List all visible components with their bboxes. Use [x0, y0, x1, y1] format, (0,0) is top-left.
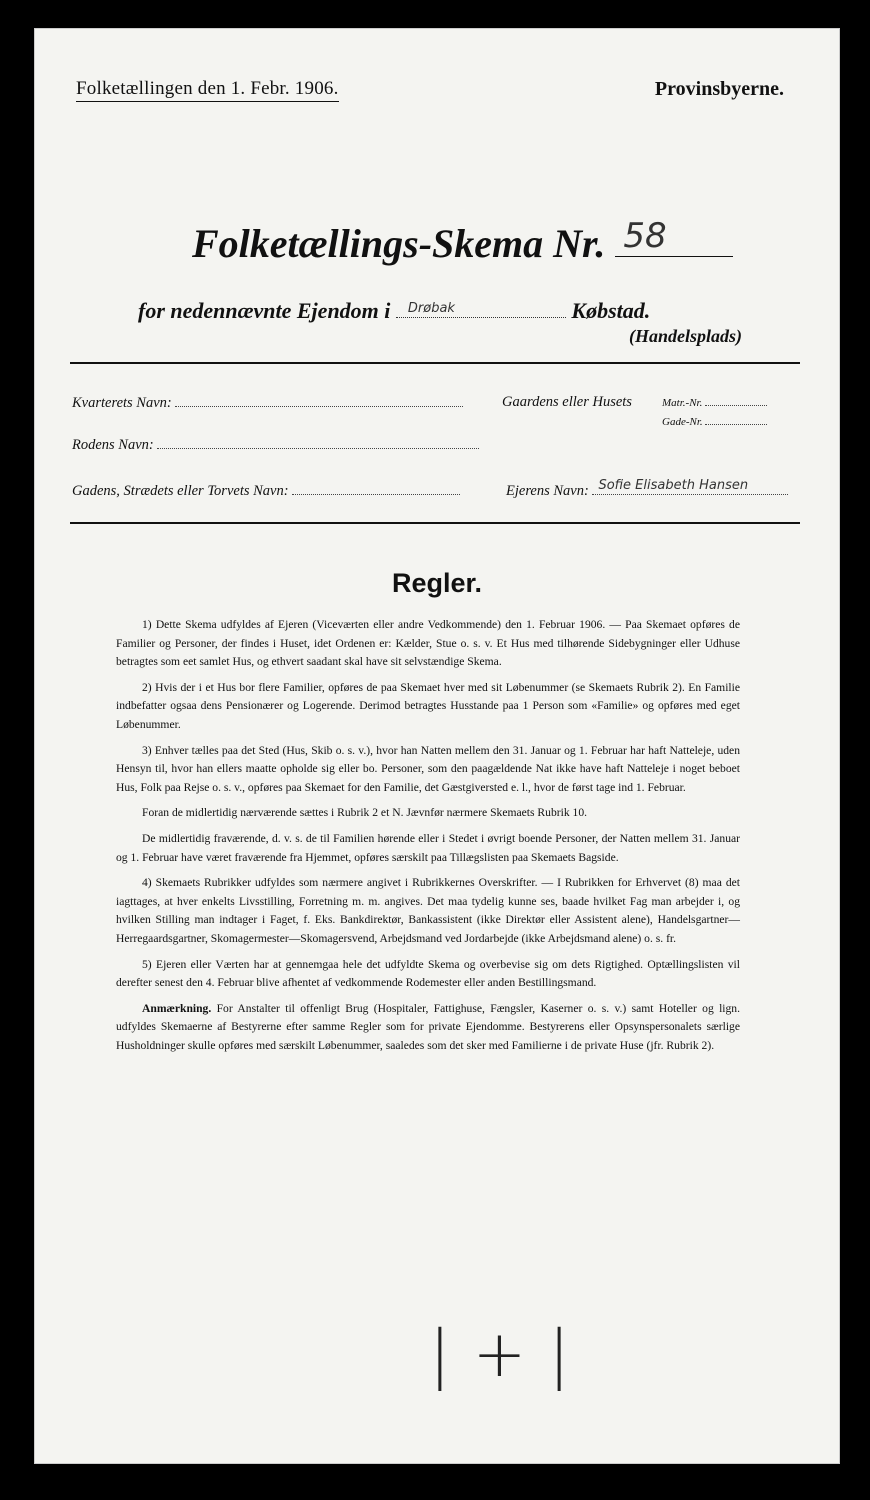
form-number-line	[615, 216, 733, 257]
gade-field	[72, 482, 460, 500]
rule-3: 3) Enhver tælles paa det Sted (Hus, Skib o. s. v.), hvor han Natten mellem den 31. Januar og 1. Februar har haft Natteleje, uden Hensyn til, hvor han ellers maatte opholde sig eller bo. Personer, som den paagældende Nat ikke have haft Natteleje i noget beboet Hus, Folk paa Rejse o. s. v., opføres paa Skemaet for den Familie, det Gæstgiversted e. l., hvor de først tage ind 1. Februar.	[116, 743, 740, 794]
rule-5: 5) Ejeren eller Værten har at gennemgaa hele det udfyldte Skema og overbevise sig om dets Rigtighed. Optællingslisten vil derefter senest den 4. Februar blive afhentet af vedkommende Rodemester eller anden Bestillingsmand.	[116, 957, 740, 990]
annotation-paragraph	[116, 1000, 740, 1056]
gade-nr-line	[705, 416, 767, 425]
rule-3-note-absent: De midlertidig fraværende, d. v. s. de til Familien hørende eller i Stedet i øvrigt boende Personer, der Natten mellem 31. Januar og 1. Februar have været fraværende fra Hjemmet, opføres særskilt paa Tillægslisten paa Skemaets Bagside.	[116, 831, 740, 864]
place-line	[396, 299, 566, 318]
divider-bottom	[70, 522, 800, 524]
divider-top	[70, 362, 800, 364]
ejer-label: Ejerens Navn:	[506, 483, 589, 499]
ejer-line	[592, 478, 788, 495]
matr-row	[662, 394, 767, 413]
handwritten-mark: |+|	[429, 1318, 592, 1392]
gaard-label: Gaardens eller Husets	[502, 394, 632, 410]
census-form-page	[34, 28, 840, 1464]
form-title	[192, 216, 733, 267]
matr-label: Matr.-Nr.	[662, 397, 703, 409]
annotation-label: Anmærkning.	[142, 1001, 212, 1015]
gade-label: Gadens, Strædets eller Torvets Navn:	[72, 483, 289, 499]
annotation-text: For Anstalter til offenligt Brug (Hospitaler, Fattighuse, Fængsler, Kaserner o. s. v.) samt Hoteller og lign. udfyldes Skemaerne af Bestyrerne efter samme Regler som for private Ejendomme. Bestyrerens eller Opsynspersonalets særlige Husholdninger skulle opføres med særskilt Løbenummer, saaledes som det sker med Familierne i de private Huse (jfr. Rubrik 2).	[116, 1001, 741, 1052]
region-header: Provinsbyerne.	[654, 78, 784, 100]
kvarter-field	[72, 394, 463, 412]
property-suffix: Købstad.	[571, 298, 651, 323]
handelsplads-label: (Handelsplads)	[628, 326, 742, 346]
rode-field	[72, 436, 479, 454]
matr-line	[705, 397, 767, 406]
gaard-field	[502, 394, 632, 411]
rode-label: Rodens Navn:	[72, 437, 154, 453]
gade-line	[292, 482, 460, 495]
ejer-field	[506, 478, 788, 500]
ejer-handwritten: Sofie Elisabeth Hansen	[598, 478, 749, 493]
rule-1: 1) Dette Skema udfyldes af Ejeren (Viceværten eller andre Vedkommende) den 1. Februar 1906. — Paa Skemaet opføres de Familier og Personer, der findes i Huset, idet Ordenen er: Kælder, Stue o. s. v. Et Hus med tilhørende Sidebygninger eller Udhuse betragtes som eet samlet Hus, og ethvert saadant skal have sit selvstændige Skema.	[116, 618, 740, 669]
kvarter-line	[175, 394, 463, 407]
rule-2: 2) Hvis der i et Hus bor flere Familier, opføres de paa Skemaet hver med sit Løbenummer (se Skemaets Rubrik 2). En Familie indbefatter ogsaa dens Pensionærer og Logerende. Derimod betragtes Husstande paa 1 Person som «Familie» og opføres med eget Løbenummer.	[116, 680, 740, 731]
rule-4: 4) Skemaets Rubrikker udfyldes som nærmere angivet i Rubrikkernes Overskrifter. — I Rubrikken for Erhvervet (8) maa det iagttages, at hver enkelts Livsstilling, Forretning m. m. angives. Det maa tydelig kunne ses, baade hvilket Fag man arbejder i, og hvilken Stilling man indtager i Faget, f. Eks. Bankdirektør, Bankassistent (ikke Direktør eller Assistent alene), Handelsgartner—Herregaardsgartner, Skomagermester—Skomagersvend, Arbejdsmand ved Jordarbejde (ikke Arbejdsmand alene) o. s. fr.	[116, 876, 740, 945]
gade-nr-label: Gade-Nr.	[662, 416, 703, 428]
form-number-handwritten: 58	[623, 216, 667, 256]
census-header: Folketællingen den 1. Febr. 1906.	[76, 78, 339, 102]
rule-3-note-present: Foran de midlertidig nærværende sættes i Rubrik 2 et N. Jævnfør nærmere Skemaets Rubrik 10.	[142, 806, 588, 820]
rules-heading: Regler.	[391, 568, 483, 598]
nr-brace	[662, 394, 767, 432]
form-title-text: Folketællings-Skema Nr.	[192, 221, 606, 266]
property-prefix: for nedennævnte Ejendom i	[138, 298, 391, 323]
kvarter-label: Kvarterets Navn:	[72, 395, 172, 411]
gade-nr-row	[662, 413, 767, 432]
property-line	[138, 298, 650, 324]
rules-body	[116, 616, 740, 1062]
place-handwritten: Drøbak	[407, 301, 455, 316]
rode-line	[157, 436, 479, 449]
